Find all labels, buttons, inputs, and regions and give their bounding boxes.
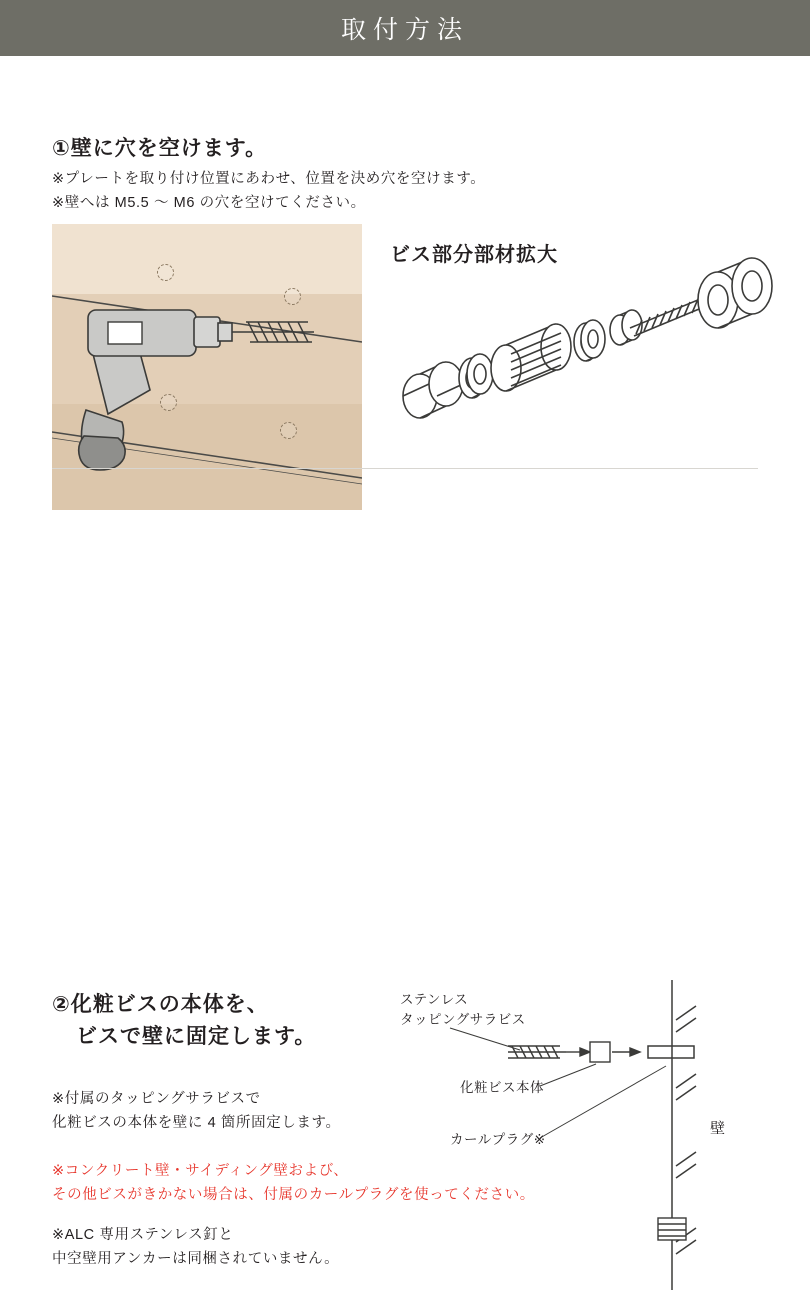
part-washer-2	[574, 320, 605, 361]
part-washer-1	[459, 354, 493, 398]
step-2-note-red-2: その他ビスがきかない場合は、付属のカールプラグを使ってください。	[52, 1187, 535, 1203]
step-2-title-line-2: ビスで壁に固定します。	[76, 1025, 317, 1048]
arrow-right-2	[612, 1048, 640, 1056]
part-sleeve-nut	[698, 258, 772, 328]
label-carl-plug: カールプラグ※	[450, 1132, 546, 1147]
part-coil-plug	[491, 324, 571, 391]
section-step-1	[0, 56, 810, 466]
step-2-note-3: ※ALC 専用ステンレス釘と	[52, 1227, 234, 1243]
label-wall: 壁	[708, 1120, 725, 1137]
decorative-screw-body	[590, 1042, 610, 1062]
step-2-note-2: 化粧ビスの本体を壁に 4 箇所固定します。	[52, 1115, 341, 1131]
wall-section	[672, 980, 696, 1290]
section-step-2	[0, 480, 810, 1267]
step-1-note-2: ※壁へは M5.5 〜 M6 の穴を空けてください。	[52, 195, 366, 211]
assembly-diagram	[390, 980, 790, 1290]
tapping-screw-part	[508, 1046, 566, 1058]
step-2-note-4: 中空壁用アンカーは同梱されていません。	[52, 1251, 340, 1267]
step-2-note-red-1: ※コンクリート壁・サイディング壁および、	[52, 1163, 349, 1179]
section-divider	[52, 468, 758, 469]
installed-fitting	[648, 1046, 694, 1058]
step-2-title-line-1: ②化粧ビスの本体を、	[52, 993, 269, 1016]
carl-plug-in-wall	[658, 1218, 686, 1240]
label-stainless-line-1: ステンレス	[400, 992, 469, 1007]
part-screw-head	[610, 310, 642, 345]
exploded-view-title: ビス部分部材拡大	[390, 244, 558, 266]
part-cap	[403, 362, 463, 418]
step-1-note-1: ※プレートを取り付け位置にあわせ、位置を決め穴を空けます。	[52, 171, 486, 187]
step-1-title: ①壁に穴を空けます。	[52, 137, 268, 160]
step-2-note-1: ※付属のタッピングサラビスで	[52, 1091, 261, 1107]
label-decorative-body: 化粧ビス本体	[460, 1080, 544, 1095]
page-header	[0, 0, 810, 56]
arrow-right-1	[566, 1048, 590, 1056]
exploded-parts-diagram	[380, 248, 780, 498]
page-title: 取付方法	[340, 16, 469, 44]
label-stainless-line-2: タッピングサラビス	[400, 1012, 526, 1027]
